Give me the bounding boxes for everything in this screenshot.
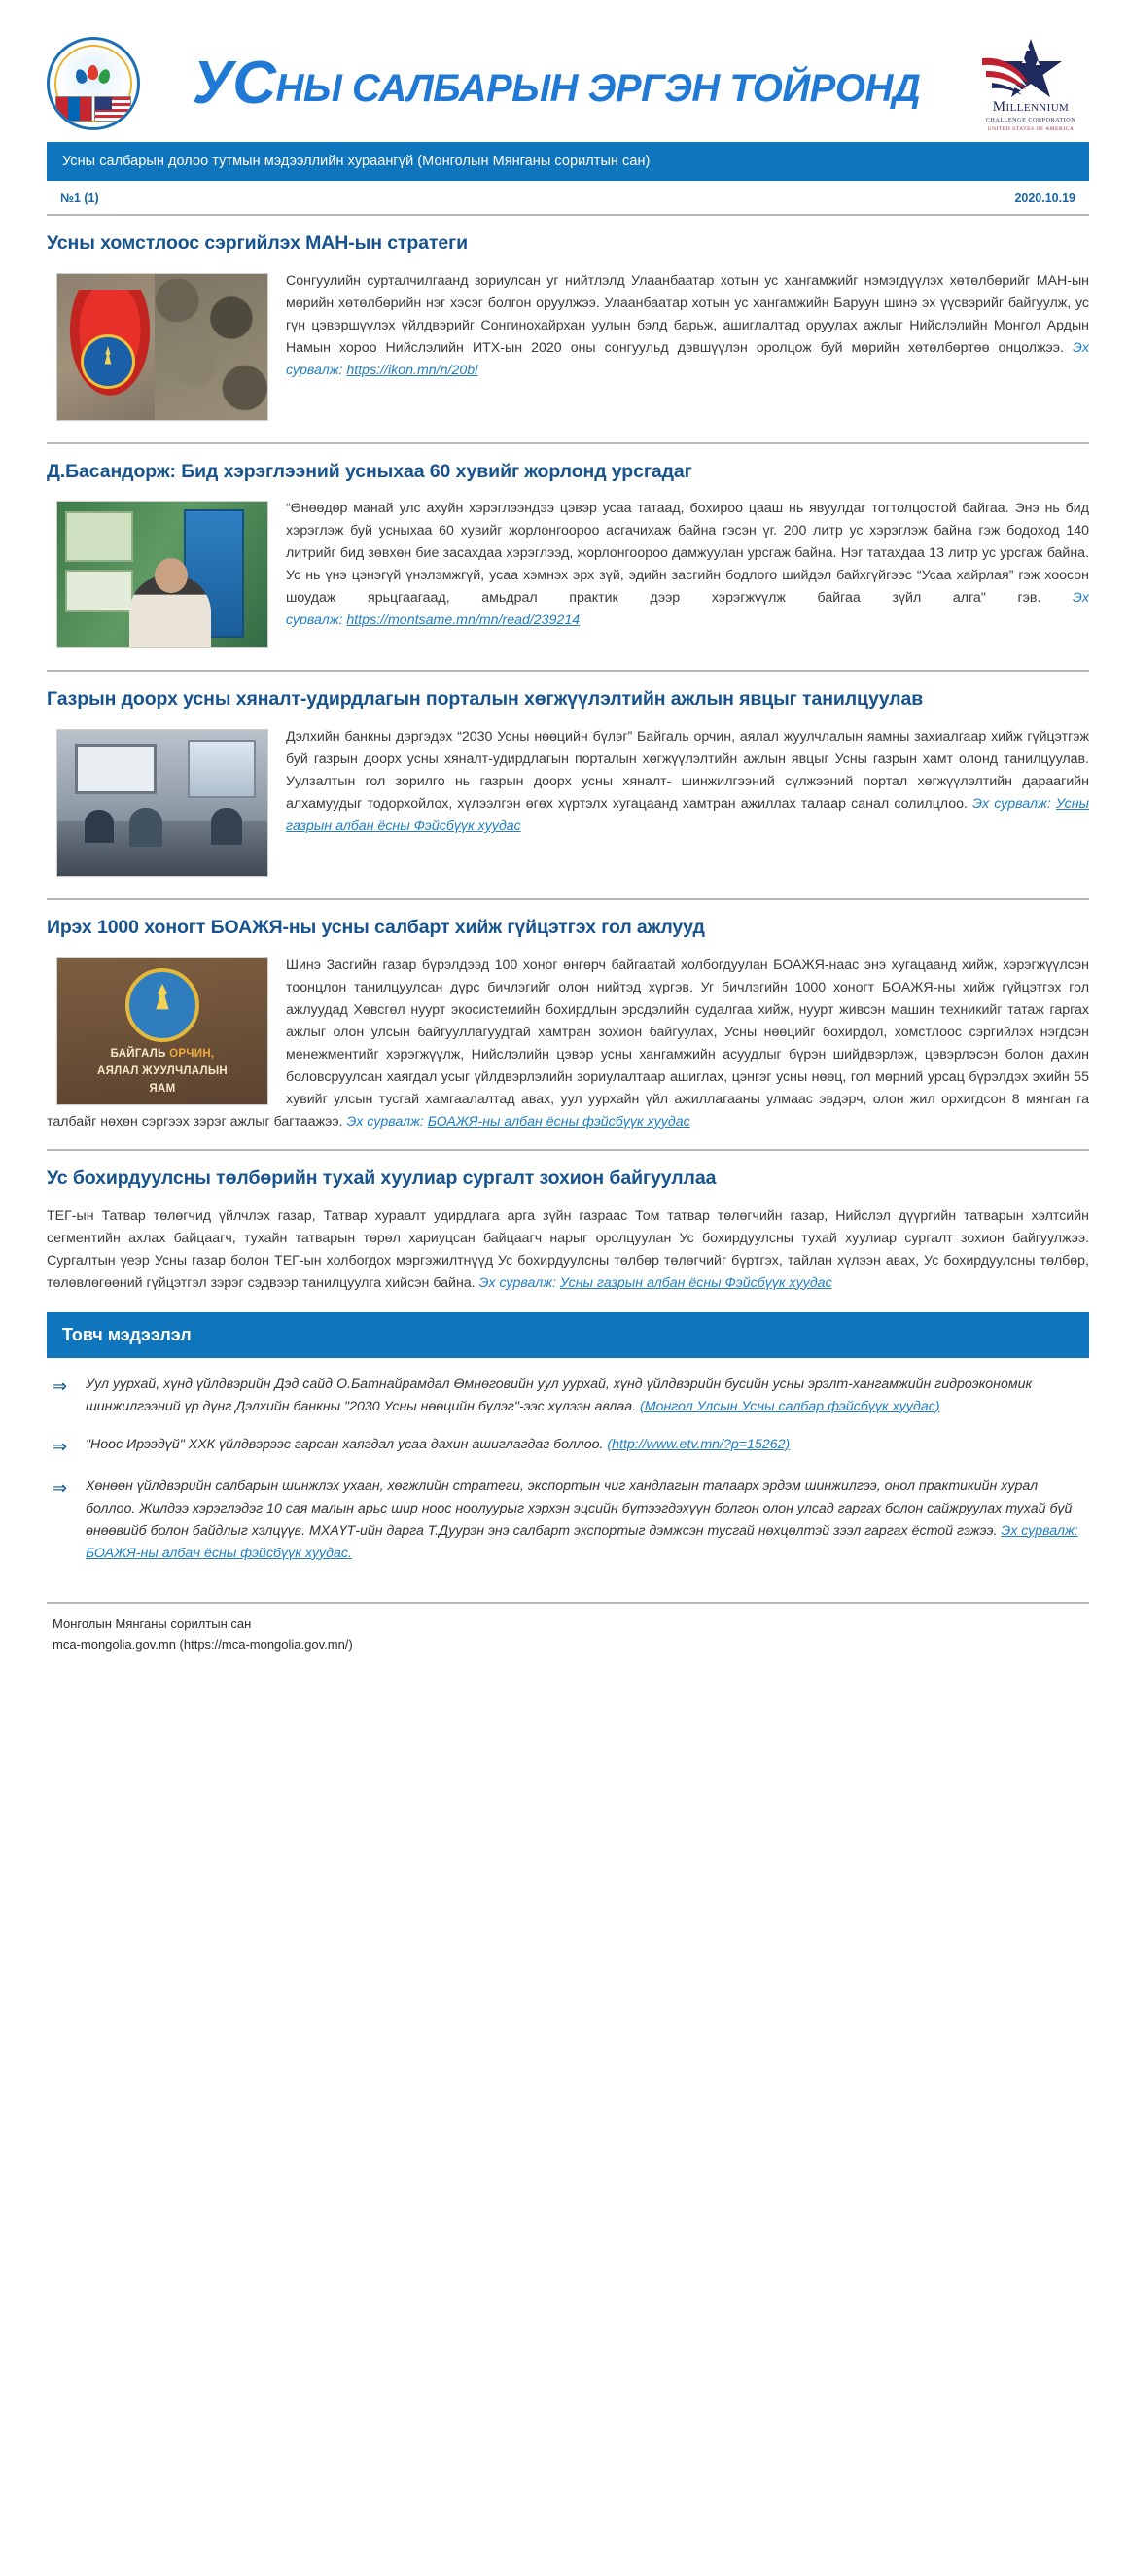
water-drops-icon	[74, 65, 113, 90]
footer-wrap	[0, 1586, 1128, 1679]
mca-mongolia-seal-logo	[47, 37, 140, 130]
summary-item-2-link[interactable]: (http://www.etv.mn/?p=15262)	[607, 1436, 791, 1452]
mcc-logo-sub: CHALLENGE CORPORATION	[985, 117, 1076, 124]
article-2-image	[56, 501, 268, 648]
wordmark-rest: НЫ САЛБАРЫН ЭРГЭН ТОЙРОНД	[275, 67, 921, 110]
mongolia-flag-icon	[55, 96, 92, 122]
wordmark-lead: УС	[192, 50, 276, 117]
summary-item-1-link[interactable]: (Монгол Улсын Усны салбар фэйсбүүк хуудас)	[640, 1398, 940, 1414]
article-1	[47, 216, 1089, 444]
article-5-paragraph: ТЕГ-ын Татвар төлөгчид үйлчлэх газар, Татвар хураалт удирдлага арга зүйн газраас Том татвар төлөгчийн газар, Нийслэл дүүргийн татварын хэлтсийн сегментийн ахлах байцаагч, тухайн татварын төрөл хариуцсан байцаагч нарыг оролцуулан Ус бохирдуулсны тухай хуулиар сургалт зохион байгуулжээ. Сургалтын үеэр Усны газар болон ТЕГ-ын холбогдох мэргэжилтнүүд Ус бохирдуулсны төлбөр төлөгчийг бүртгэх, тайлан хүлээн авах, Ус бохирдуулсны төлбөр, төлөвлөгөөний гүйцэтгэл зэрэг сэдвээр танилцуулга хийсэн байна.	[47, 1207, 1089, 1291]
article-3-source-link[interactable]: Усны газрын албан ёсны Фэйсбүүк хуудас	[286, 796, 1089, 835]
article-1-image	[56, 273, 268, 421]
article-4-title: Ирэх 1000 хоногт БОАЖЯ-ны усны салбарт хийж гүйцэтгэх гол ажлууд	[47, 917, 705, 939]
summary-item-1-text	[86, 1374, 1087, 1418]
article-5-title: Ус бохирдуулсны төлбөрийн тухай хуулиар сургалт зохион байгууллаа	[47, 1166, 717, 1189]
article-3-source-label: Эх сурвалж:	[972, 796, 1051, 813]
masthead	[0, 0, 1128, 136]
mcc-logo-country: UNITED STATES OF AMERICA	[987, 125, 1075, 132]
summary-item-2-body: "Ноос Ирээдүй" ХХК үйлдвэрээс гарсан хаягдал усаа дахин ашиглагдаг боллоо.	[86, 1436, 608, 1452]
footer	[47, 1614, 1089, 1679]
flags-icon	[53, 88, 133, 122]
article-1-source-label: Эх сурвалж:	[286, 339, 1089, 378]
summary-item-1-body: Уул уурхай, хүнд үйлдвэрийн Дэд сайд О.Батнайрамдал Өмнөговийн уул уурхай, хүнд үйлдвэрийн бусийн усны эрэлт-хангамжийн гидроэкономик шинжилгээний үр дүнг Дэлхийн банкны "2030 Усны нөөцийн бүлэг"-ээс хүлээн авлаа.	[86, 1375, 1033, 1414]
summary-item-3-text	[86, 1476, 1087, 1565]
plaque-line3: ЯАМ	[149, 1082, 176, 1095]
article-4	[47, 900, 1089, 1151]
issue-number: №1 (1)	[60, 191, 99, 205]
article-3-paragraph: Дэлхийн банкны дэргэдэх “2030 Усны нөөцийн бүлэг” Байгаль орчин, аялал жуулчлалын яамны захиалгаар хийж гүйцэтгэж буй газрын доорх усны хяналт-удирдлагын порталын хөгжүүлэлтийн ажлын явцыг Усны газрын хамт олонд танилцуулав. Уулзалтын гол зорилго нь газрын доорх усны хяналт- шинжилгээний сүлжээний портал хөгжүүлэлтийн дараагийн алхамуудыг тодорхойлох, хүлээлгэн өгөх хүртэлх хугацаанд хамтран ажиллах талаар санал солилцлоо.	[286, 729, 1089, 813]
wordmark-title	[140, 50, 972, 117]
article-2	[47, 444, 1089, 673]
issue-row	[47, 181, 1089, 216]
article-4-source-label: Эх сурвалж:	[346, 1113, 424, 1130]
article-3-body	[47, 726, 1089, 883]
summary-body	[47, 1358, 1089, 1586]
article-5-source-label: Эх сурвалж:	[478, 1274, 556, 1291]
article-2-body	[47, 498, 1089, 654]
article-3-title: Газрын доорх усны хяналт-удирдлагын порталын хөгжүүлэлтийн ажлын явцыг танилцуулав	[47, 688, 924, 711]
mcc-logo-name: Millennium	[992, 99, 1070, 116]
subtitle-banner: Усны салбарын долоо тутмын мэдээллийн хураангүй (Монголын Мянганы сорилтын сан)	[47, 142, 1089, 181]
mcc-star-icon	[972, 35, 1089, 99]
article-4-body	[47, 955, 1089, 1133]
plaque-line2: АЯЛАЛ ЖУУЛЧЛАЛЫН	[97, 1064, 228, 1077]
article-1-title: Усны хомстлоос сэргийлэх МАН-ын стратеги	[47, 232, 469, 254]
summary-item-3-body: Хөнөөн үйлдвэрийн салбарын шинжлэх ухаан, хөгжлийн стратеги, экспортын чиг хандлагын талаарх эрдэм шинжилгээ, онол практикийн хурал боллоо. Жилдээ хэрэглэдэг 10 сая малын арьс шир ноос ноолуурыг хэрхэн эцсийн бүтээгдэхүүн болгон олон улсад гаргах болон сайжруулах тухай бүй өнөөвийб болон байдлыг хэлцүүв. МХАҮТ-ийн дарга Т.Дуурэн энэ салбарт экспортыг дэмжсэн тусгай нөхцөлтэй зээл гаргах ёстой гэжээ.	[86, 1478, 1073, 1539]
plaque-line1-a: БАЙГАЛЬ	[110, 1047, 166, 1060]
article-2-source-link[interactable]: https://montsame.mn/mn/read/239214	[346, 612, 581, 629]
article-5-source-link[interactable]: Усны газрын албан ёсны Фэйсбүүк хуудас	[559, 1274, 832, 1291]
summary-item-3	[49, 1476, 1087, 1565]
ministry-emblem-icon	[125, 968, 199, 1042]
article-1-paragraph: Сонгуулийн сурталчилгаанд зориулсан уг нийтлэлд Улаанбаатар хотын ус хангамжийг нэмэгдүүлэх хөтөлбөрийг МАН-ын мөрийн хөтөлбөрийн нэг хэсэг болгон оруулжээ. Улаанбаатар хотын ус хангамжийн Баруун шинэ эх үүсвэрийг байгуулж, ус гүн цэвэршүүлэх үйлдвэрийг Сонгинохайрхан уулын бэлд барьж, ашиглалтад оруулах ажлыг Нийслэлийн Монгол Ардын Намын хороо Нийслэлийн ИТХ-ын 2020 оны сонгуульд дэвшүүлэн оролцож буй мөрийн хөтөлбөртөө онцолжээ.	[286, 272, 1089, 356]
mcc-star-svg	[972, 35, 1089, 99]
footer-divider	[47, 1602, 1089, 1604]
summary-heading: Товч мэдээлэл	[47, 1312, 1089, 1358]
summary-item-2-text	[86, 1434, 1087, 1456]
summary-item-1	[49, 1374, 1087, 1418]
arrow-right-icon: ⇒	[53, 1478, 68, 1498]
issue-date: 2020.10.19	[1014, 191, 1075, 205]
article-3-image	[56, 729, 268, 877]
footer-org: Монголын Мянганы сорилтын сан	[53, 1616, 252, 1631]
article-3	[47, 672, 1089, 900]
footer-website[interactable]: mca-mongolia.gov.mn (https://mca-mongolia.gov.mn/)	[53, 1637, 353, 1653]
article-4-source-link[interactable]: БОАЖЯ-ны албан ёсны фэйсбүүк хуудас	[427, 1113, 690, 1130]
arrow-right-icon: ⇒	[53, 1436, 68, 1456]
article-4-paragraph: Шинэ Засгийн газар бүрэлдээд 100 хоног өнгөрч байгаатай холбогдуулан БОАЖЯ-наас энэ хугацаанд хийж, хэрэгжүүлсэн тоонцлон танилцуулсан дүрс бичлэгийг олон нийтэд хүргэв. Уг бичлэгийн 1000 хоногт БОАЖЯ-ны хийж гүйцэтгэх гол ажлуудад Хөвсгөл нуурт экосистемийн бохирдлын эрсдэлийн судалгаа хийж, нуурт живсэн машин техникийг татаж гаргах ажлыг олон улсын байгууллагуудтай хамтран зохион байгуулах, Усны нөөцийг бохирдол, хомстлоос сэргийлэх нэгдсэн менежментийг хэрэгжүүлж, Нийслэлийн цэвэр усны хангамжийн асуудлыг бүрэн шийдвэрлэж, цэвэрлэсэн болон дахин боловсруулсан хаягдал усыг үйлдвэрлэлийн зориулалтаар ашиглах, цэнгэг усны нөөц, гол мөрний урсац бүрэлдэх эхийн 55 хувийг улсын тусгай хамгаалалтад авах, уул уурхайн үйл ажиллагааны улмаас эвдэрч, олон жил орхигдсон 8 мянган га талбайг нөхөн сэргээх зэрэг ажлыг багтаажээ.	[47, 957, 1089, 1130]
article-1-source-link[interactable]: https://ikon.mn/n/20bl	[346, 362, 478, 378]
summary-item-2	[49, 1434, 1087, 1460]
article-1-body	[47, 270, 1089, 427]
summary-item-3-link[interactable]: Эх сурвалж: БОАЖЯ-ны албан ёсны фэйсбүүк хуудас.	[86, 1522, 1078, 1561]
arrow-right-icon: ⇒	[53, 1375, 68, 1396]
plaque-line1-b: ОРЧИН,	[169, 1047, 215, 1060]
article-5-text	[47, 1205, 1089, 1295]
article-2-source-label: Эх сурвалж:	[286, 590, 1089, 629]
article-2-title: Д.Басандорж: Бид хэрэглээний усныхаа 60 хувийг жорлонд урсгадаг	[47, 460, 692, 482]
usa-flag-icon	[94, 96, 131, 122]
mcc-logo	[972, 35, 1089, 131]
article-2-paragraph: “Өнөөдөр манай улс ахуйн хэрэглээндээ цэвэр усаа татаад, бохироо цааш нь явуулдаг тогтолцоотой байгаа. Энэ нь бид хэрэглэж буй усныхаа 60 хувийг жорлонгоороо асгачихаж байна гэсэн үг. 200 литр ус хэрэглэж байна гэж бодоход 140 литрийг бид зөвхөн бие засахдаа хэрэглээд, жорлонгоороо дамжуулан урсгаж байна. Нэг татахдаа 13 литр ус урсгаж байна. Ус нь үнэ цэнэгүй үнэлэмжгүй, усаа хэмнэх эрх зүй, эдийн засгийн бодлого шийдэл байхгүйгээс “Усаа хайрлая” гэж хоосон шоудаж ярьцгаагаад, амьдрал практик дээр хэрэгжүүлж байгаа зүйл алга" гэв.	[286, 501, 1089, 607]
article-5-body	[47, 1205, 1089, 1295]
article-4-image	[56, 957, 268, 1105]
article-5	[47, 1151, 1089, 1295]
seal-graphic	[47, 37, 140, 130]
articles-container	[0, 216, 1128, 1586]
